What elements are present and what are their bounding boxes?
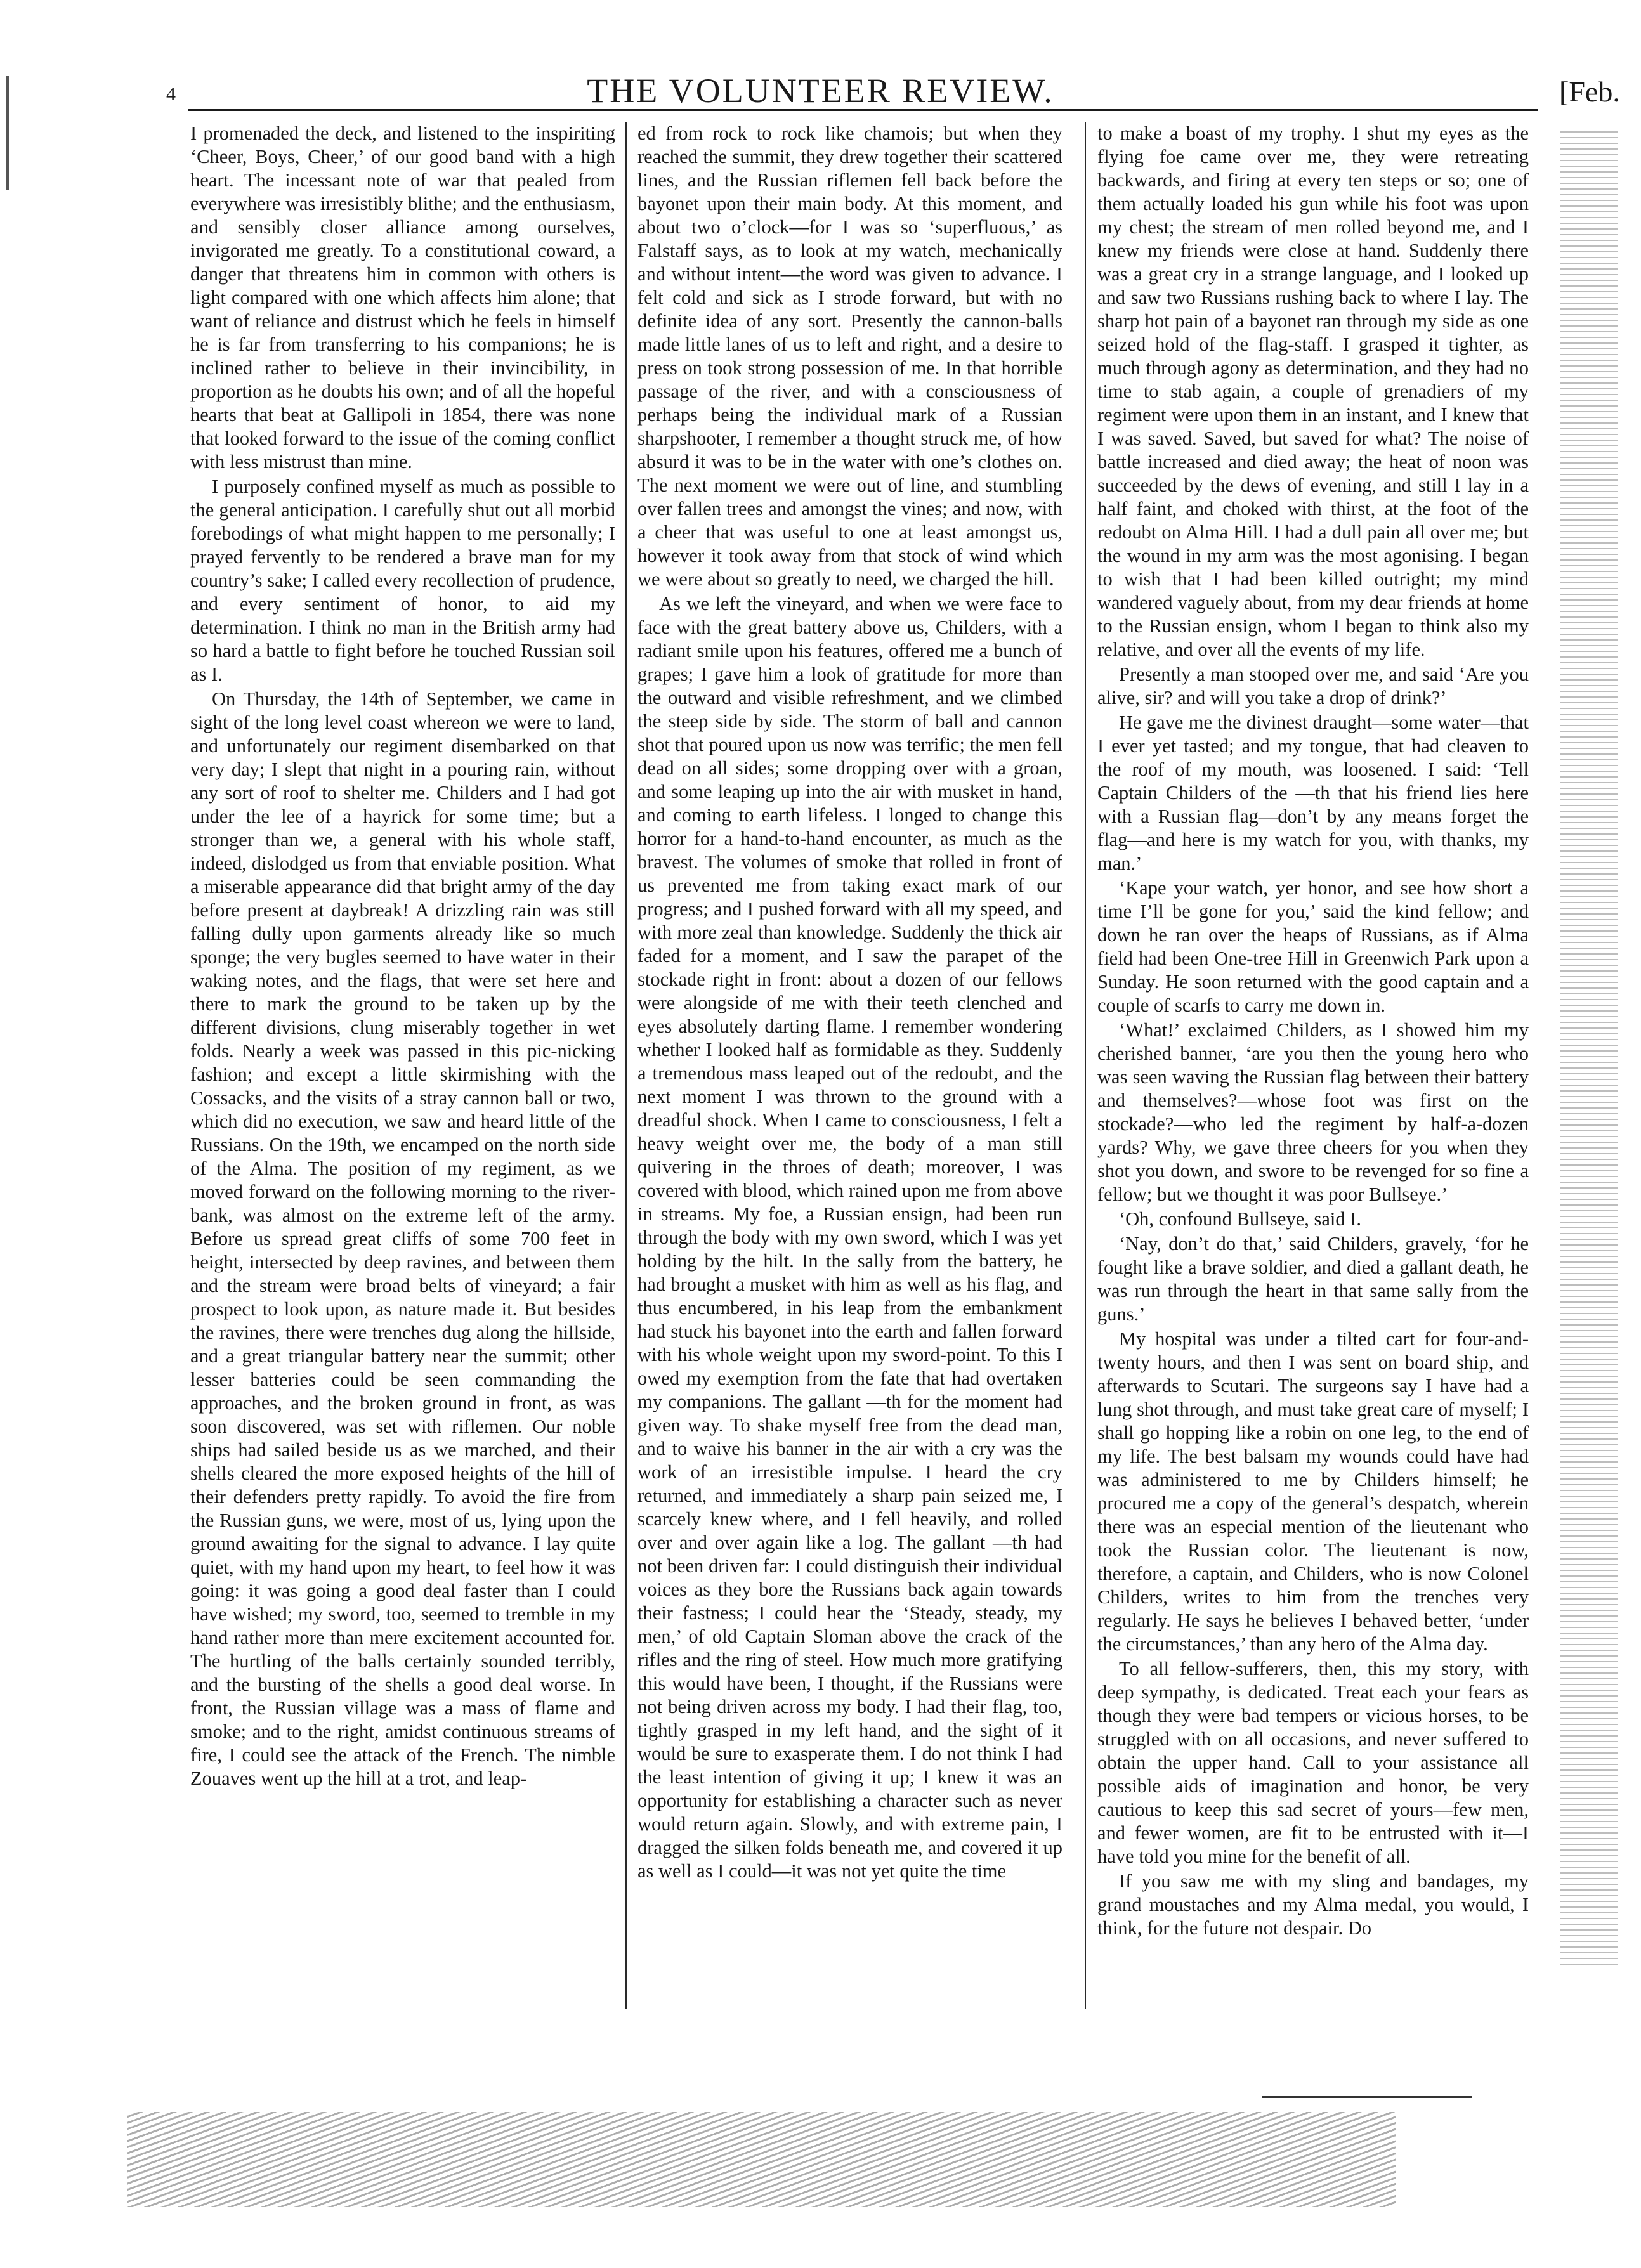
text-column-1 xyxy=(190,122,615,2024)
paragraph: He gave me the divinest draught—some water—that I ever yet tasted; and my tongue, that had cleaven to the roof of my mouth, was loosened. I said: ‘Tell Captain Childers of the —th that his friend lies here with a Russian flag—don’t by any means forget the flag—and here is my watch for you, with thanks, my man.’ xyxy=(1097,712,1529,874)
scan-bottom-strip xyxy=(127,2112,1396,2207)
paragraph: To all fellow-sufferers, then, this my story, with deep sympathy, is dedicated. Treat each your fears as though they were bad tempers or vicious horses, to be struggled with on all occasions, and never suffered to obtain the upper hand. Call to your assistance all possible aids of imagination and honor, be very cautious to keep this sad secret of yours—few men, and fewer women, are fit to be entrusted with it—I have told you mine for the benefit of all. xyxy=(1097,1658,1529,1867)
running-title: THE VOLUNTEER REVIEW. xyxy=(587,72,1054,110)
paragraph: I promenaded the deck, and listened to the inspiriting ‘Cheer, Boys, Cheer,’ of our good band with a high heart. The incessant note of war that pealed from everywhere was irresistibly blithe; and the enthusiasm, and sensibly closer alliance among ourselves, invigorated me greatly. To a constitutional coward, a danger that threatens him in common with others is light compared with one which affects him alone; that want of reliance and distrust which he feels in himself he is far from transferring to his companions; he is inclined rather to believe in their invincibility, in proportion as he doubts his own; and of all the hopeful hearts that beat at Gallipoli in 1854, there was none that looked forward to the issue of the coming conflict with less mistrust than mine. xyxy=(190,122,615,472)
paragraph: On Thursday, the 14th of September, we came in sight of the long level coast whereon we were to land, and unfortunately our regiment disembarked on that very day; I slept that night in a pouring rain, without any sort of roof to shelter me. Childers and I had got under the lee of a hayrick for some time; but a stronger than we, a general with his whole staff, indeed, dislodged us from that enviable position. What a miserable appearance did that bright army of the day before present at daybreak! A drizzling rain was still falling dully upon garments already like so much sponge; the very bugles seemed to have water in their waking notes, and the flags, that were set here and there to mark the ground to be taken up by the different divisions, clung miserably together in wet folds. Nearly a week was passed in this pic-nicking fashion; and except a little skirmishing with the Cossacks, and the visits of a stray cannon ball or two, which did no execution, we saw and heard little of the Russians. On the 19th, we encamped on the north side of the Alma. The position of my regiment, as we moved forward on the following morning to the river-bank, was almost on the extreme left of the army. Before us spread great cliffs of some 700 feet in height, intersected by deep ravines, and between them and the stream were broad belts of vineyard; a fair prospect to look upon, as nature made it. But besides the ravines, there were trenches dug along the hillside, and a great triangular battery near the summit; other lesser batteries could be seen commanding the approaches, and the broken ground in front, as was soon discovered, was set with riflemen. Our noble ships had sailed beside us as we marched, and their shells cleared the more exposed heights of the hill of their defenders pretty rapidly. To avoid the fire from the Russian guns, we were, most of us, lying upon the ground awaiting for the signal to advance. I lay quite quiet, with my hand upon my heart, to feel how it was going: it was going a good deal faster than I could have wished; my sword, too, seemed to tremble in my hand rather more than mere excitement accounted for. The hurtling of the balls certainly sounded terribly, and the bursting of the shells a good deal worse. In front, the Russian village was a mass of flame and smoke; and to the right, amidst continuous streams of fire, I could see the attack of the French. The nimble Zouaves went up the hill at a trot, and leap- xyxy=(190,688,615,1789)
running-date: [Feb. xyxy=(1559,75,1620,108)
paragraph: ed from rock to rock like chamois; but when they reached the summit, they drew together their scattered lines, and the Russian riflemen fell back before the bayonet upon their main body. At this moment, and about two o’clock—for I was so ‘superfluous,’ as Falstaff says, as to look at my watch, mechanically and without intent—the word was given to advance. I felt cold and sick as I strode forward, but with no definite idea of any sort. Presently the cannon-balls made little lanes of us to left and right, and a desire to press on took strong possession of me. In that horrible passage of the river, and with a consciousness of perhaps being the individual mark of a Russian sharpshooter, I remember a thought struck me, of how absurd it was to be in the water with one’s clothes on. The next moment we were out of line, and stumbling over fallen trees and amongst the vines; and now, with a cheer that was useful to one at least amongst us, however it took away from that stock of wind which we were about so greatly to need, we charged the hill. xyxy=(637,122,1062,590)
paragraph: ‘Nay, don’t do that,’ said Childers, gravely, ‘for he fought like a brave soldier, and died a gallant death, he was run through the heart in that same sally from the guns.’ xyxy=(1097,1233,1529,1325)
scan-bottom-cut xyxy=(1262,2096,1472,2098)
paragraph: I purposely confined myself as much as possible to the general anticipation. I carefully shut out all morbid forebodings of what might happen to me personally; I prayed fervently to be rendered a brave man for my country’s sake; I called every recollection of prudence, and every sentiment of honor, to aid my determination. I think no man in the British army had so hard a battle to fight before he touched Russian soil as I. xyxy=(190,476,615,685)
paragraph: ‘Oh, confound Bullseye, said I. xyxy=(1119,1208,1362,1230)
text-column-3 xyxy=(1097,122,1529,2024)
column-rule-2 xyxy=(1085,122,1086,2009)
paragraph: ‘What!’ exclaimed Childers, as I showed him my cherished banner, ‘are you then the young hero who was seen waving the Russian flag between their battery and themselves?—whose foot was first on the stockade?—who led the regiment by half-a-dozen yards? Why, we gave three cheers for you when they shot you down, and swore to be revenged for so fine a fellow; but we thought it was poor Bullseye.’ xyxy=(1097,1019,1529,1205)
column-rule-1 xyxy=(625,122,627,2009)
paragraph: If you saw me with my sling and bandages, my grand moustaches and my Alma medal, you would, I think, for the future not despair. Do xyxy=(1097,1870,1529,1939)
paragraph: Presently a man stooped over me, and said ‘Are you alive, sir? and will you take a drop of drink?’ xyxy=(1097,663,1529,708)
paragraph: ‘Kape your watch, yer honor, and see how short a time I’ll be gone for you,’ said the kind fellow; and down he ran over the heaps of Russians, as if Alma field had been One-tree Hill in Greenwich Park upon a Sunday. He soon returned with the good captain and a couple of scarfs to carry me down in. xyxy=(1097,877,1529,1016)
paragraph: As we left the vineyard, and when we were face to face with the great battery above us, Childers, with a radiant smile upon his features, offered me a bunch of grapes; I gave him a look of gratitude for more than the outward and visible refreshment, and we climbed the steep side by side. The storm of ball and cannon shot that poured upon us now was terrific; the men fell dead on all sides; some dropping over with a groan, and some leaping up into the air with musket in hand, and coming to earth lifeless. I longed to change this horror for a hand-to-hand encounter, as much as the bravest. The volumes of smoke that rolled in front of us prevented me from taking exact mark of our progress; and I pushed forward with all my speed, and with more zeal than knowledge. Suddenly the thick air faded for a moment, and I saw the parapet of the stockade right in front: about a dozen of our fellows were alongside of me with their teeth clenched and eyes absolutely darting flame. I remember wondering whether I looked half as formidable as they. Suddenly a tremendous mass leaped out of the redoubt, and the next moment I was thrown to the ground with a dreadful shock. When I came to consciousness, I felt a heavy weight over me, the body of a man still quivering in the throes of death; moreover, I was covered with blood, which rained upon me from above in streams. My foe, a Russian ensign, had been run through the body with my own sword, which I was yet holding by the hilt. In the sally from the battery, he had brought a musket with him as well as his flag, and thus encumbered, in his leap from the embankment had stuck his bayonet into the earth and fallen forward with his whole weight upon my sword-point. To this I owed my exemption from the fate that had overtaken my companions. The gallant —th for the moment had given way. To shake myself free from the dead man, and to waive his banner in the air with a cry was the work of an irresistible impulse. I heard the cry returned, and immediately a sharp pain seized me, I scarcely knew where, and I fell heavily, and rolled over and over again like a log. The gallant —th had not been driven far: I could distinguish their individual voices as they bore the Russians back again towards their fastness; I could hear the ‘Steady, steady, my men,’ of old Captain Sloman above the crack of the rifles and the ring of steel. How much more gratifying this would have been, I thought, if the Russians were not being driven across my body. I had their flag, too, tightly grasped in my left hand, and the sight of it would be sure to exasperate them. I do not think I had the least intention of giving it up; I knew it was an opportunity for establishing a character such as never would return again. Slowly, and with extreme pain, I dragged the silken folds beneath me, and covered it up as well as I could—it was not yet quite the time xyxy=(637,593,1062,1882)
page-number: 4 xyxy=(166,84,176,105)
paragraph: to make a boast of my trophy. I shut my eyes as the flying foe came over me, they were retreating backwards, and firing at every ten steps or so; one of them actually loaded his gun while his foot was upon my chest; the stream of men rolled beyond me, and I knew my friends were close at hand. Suddenly there was a great cry in a strange language, and I looked up and saw two Russians rushing back to where I lay. The sharp hot pain of a bayonet ran through my side as one seized hold of the flag-staff. I grasped it tighter, as much through agony as determination, and they had no time to stab again, a couple of grenadiers of my regiment were upon them in an instant, and I knew that I was saved. Saved, but saved for what? The noise of battle increased and died away; the heat of noon was succeeded by the dews of evening, and still I lay in a half faint, and choked with thirst, at the foot of the redoubt on Alma Hill. I had a dull pain all over me; but the wound in my arm was the most agonising. I began to wish that I had been killed outright; my mind wandered vaguely about, from my dear friends at home to the Russian ensign, whom I began to think also my relative, and over all the events of my life. xyxy=(1097,122,1529,660)
scan-edge-noise xyxy=(1560,127,1618,1966)
text-column-2 xyxy=(637,122,1062,2024)
header-rule xyxy=(188,109,1538,111)
paragraph: My hospital was under a tilted cart for four-and-twenty hours, and then I was sent on board ship, and afterwards to Scutari. The surgeons say I have had a lung shot through, and must take great care of myself; I shall go hopping like a robin on one leg, to the end of my life. The best balsam my wounds could have had was administered to me by Childers himself; he procured me a copy of the general’s despatch, wherein there was an especial mention of the lieutenant who took the Russian color. The lieutenant is now, therefore, a captain, and Childers, who is now Colonel Childers, writes to him from the trenches very regularly. He says he believes I behaved better, ‘under the circumstances,’ than any hero of the Alma day. xyxy=(1097,1328,1529,1655)
